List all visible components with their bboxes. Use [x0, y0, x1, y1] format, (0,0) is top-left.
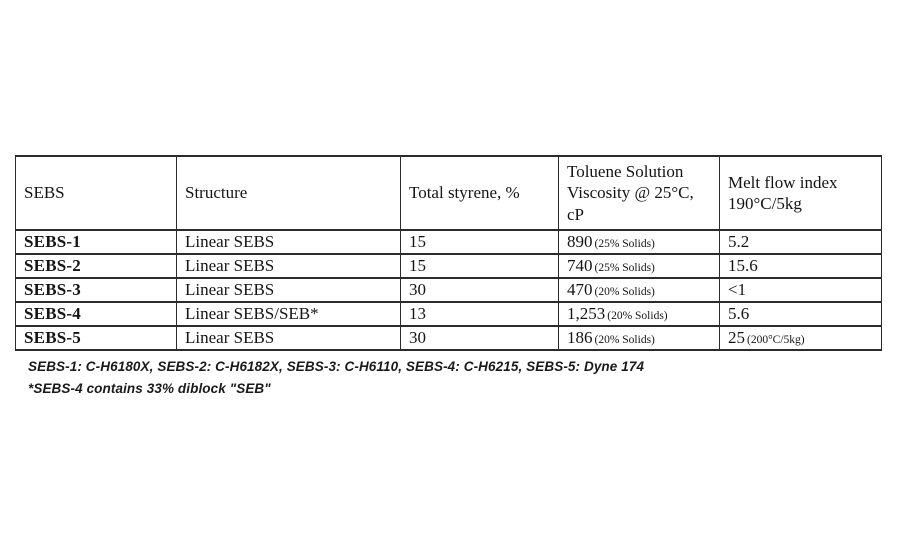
viscosity-value: 186: [567, 328, 593, 347]
column-header-structure: Structure: [177, 156, 401, 230]
viscosity-value: 1,253: [567, 304, 606, 323]
viscosity-value: 740: [567, 256, 593, 275]
table-header-row: [16, 156, 882, 230]
melt-flow-value: 15.6: [728, 256, 758, 275]
melt-flow-note: (200°C/5kg): [747, 334, 805, 346]
table-row-sebs-5: [16, 326, 882, 350]
cell-melt-flow: [720, 302, 882, 326]
cell-viscosity: [559, 278, 720, 302]
cell-structure: Linear SEBS: [177, 230, 401, 254]
viscosity-solids-note: (20% Solids): [607, 310, 668, 322]
cell-viscosity: [559, 230, 720, 254]
table-row-sebs-4: [16, 302, 882, 326]
cell-styrene: 30: [401, 278, 559, 302]
column-header-total-styrene: Total styrene, %: [401, 156, 559, 230]
viscosity-value: 470: [567, 280, 593, 299]
viscosity-solids-note: (20% Solids): [594, 334, 655, 346]
melt-flow-value: 5.2: [728, 232, 750, 251]
melt-flow-value: 5.6: [728, 304, 750, 323]
cell-styrene: 30: [401, 326, 559, 350]
melt-flow-value: <1: [728, 280, 747, 299]
viscosity-solids-note: (25% Solids): [594, 262, 655, 274]
cell-structure: Linear SEBS: [177, 278, 401, 302]
table-row-sebs-1: [16, 230, 882, 254]
cell-styrene: 15: [401, 230, 559, 254]
cell-sebs-name: SEBS-3: [16, 278, 177, 302]
viscosity-solids-note: (20% Solids): [594, 286, 655, 298]
cell-viscosity: [559, 254, 720, 278]
column-header-toluene-viscosity: Toluene Solution Viscosity @ 25°C, cP: [559, 156, 720, 230]
viscosity-value: 890: [567, 232, 593, 251]
cell-sebs-name: SEBS-5: [16, 326, 177, 350]
cell-sebs-name: SEBS-4: [16, 302, 177, 326]
column-header-sebs: SEBS: [16, 156, 177, 230]
footnote-diblock: *SEBS-4 contains 33% diblock "SEB": [28, 381, 271, 396]
cell-viscosity: [559, 326, 720, 350]
melt-flow-value: 25: [728, 328, 745, 347]
cell-sebs-name: SEBS-2: [16, 254, 177, 278]
table-row-sebs-2: [16, 254, 882, 278]
cell-melt-flow: [720, 326, 882, 350]
viscosity-solids-note: (25% Solids): [594, 238, 655, 250]
table-row-sebs-3: [16, 278, 882, 302]
cell-viscosity: [559, 302, 720, 326]
sebs-properties-table: [15, 155, 882, 351]
cell-melt-flow: [720, 278, 882, 302]
cell-structure: Linear SEBS/SEB*: [177, 302, 401, 326]
cell-sebs-name: SEBS-1: [16, 230, 177, 254]
footnotes: [28, 356, 644, 400]
cell-styrene: 13: [401, 302, 559, 326]
cell-styrene: 15: [401, 254, 559, 278]
cell-melt-flow: [720, 254, 882, 278]
cell-melt-flow: [720, 230, 882, 254]
cell-structure: Linear SEBS: [177, 254, 401, 278]
footnote-grade-key: SEBS-1: C-H6180X, SEBS-2: C-H6182X, SEBS-3: C-H6110, SEBS-4: C-H6215, SEBS-5: Dyne 174: [28, 359, 645, 374]
cell-structure: Linear SEBS: [177, 326, 401, 350]
column-header-melt-flow-index: Melt flow index 190°C/5kg: [720, 156, 882, 230]
